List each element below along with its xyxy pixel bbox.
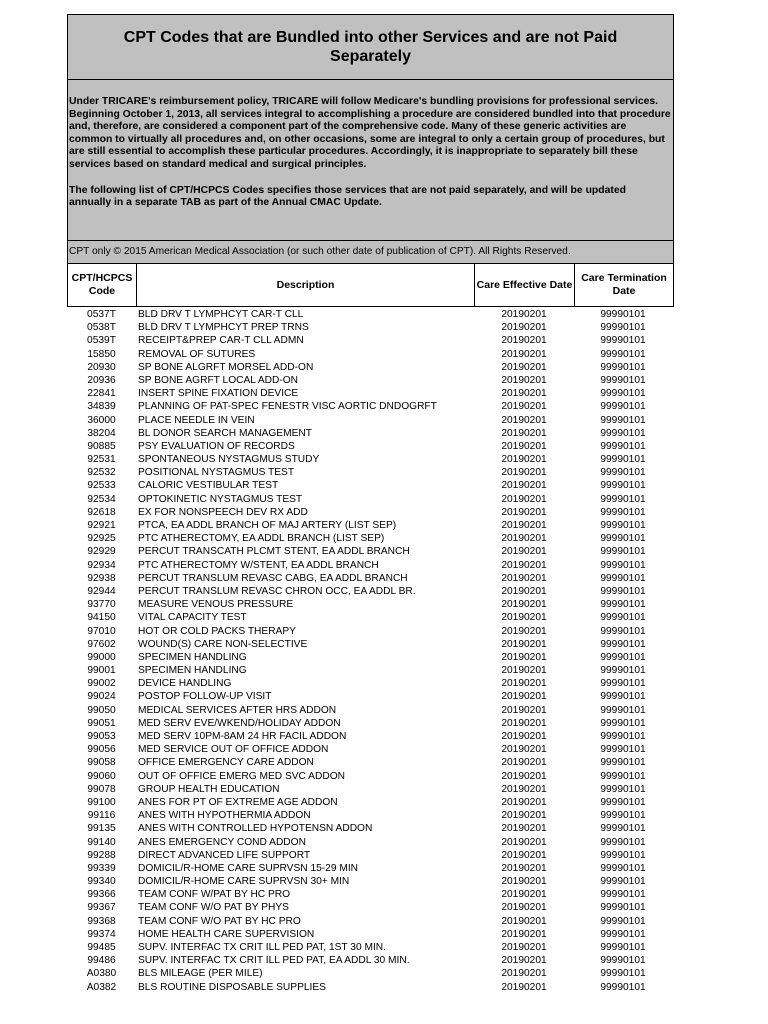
code-cell: 99340 [87,876,116,888]
description-cell: OUT OF OFFICE EMERG MED SVC ADDON [138,770,345,782]
effective-date-cell: 20190201 [501,731,547,742]
table-row [67,321,674,334]
description-cell: BLS MILEAGE (PER MILE) [138,968,263,980]
termination-date-cell: 99990101 [600,361,646,373]
table-row [67,479,674,492]
effective-date-cell: 20190201 [501,704,547,716]
effective-date-cell: 20190201 [501,942,547,953]
termination-date-cell: 99990101 [600,678,646,690]
table-row [67,770,674,783]
policy-paragraph: Under TRICARE's reimbursement policy, TRICARE will follow Medicare's bundling provisions for professional services. Beginning October 1, 2013, all services integral to accomplishing a procedure are considered bundled into that procedure and, therefore, are considered a component part of the comprehensive code. Many of these generic activities are common to virtually all procedures and, on other occasions, some are integral to only a certain group of procedures, but are still essential to accomplish these particular procedures. Accordingly, it is inappropriate to separately bill these services based on standard medical and surgical principles. [69,96,671,170]
description-cell: REMOVAL OF SUTURES [138,348,256,360]
code-cell: 99368 [87,915,116,927]
code-cell: 92944 [87,585,116,597]
table-body [67,307,674,994]
effective-date-cell: 20190201 [501,744,547,756]
description-cell: TEAM CONF W/O PAT BY PHYS [138,902,289,914]
effective-date-cell: 20190201 [501,823,547,835]
effective-date-cell: 20190201 [501,493,547,505]
termination-date-cell: 99990101 [600,796,646,808]
table-row [67,400,674,413]
effective-date-cell: 20190201 [501,981,547,993]
effective-date-cell: 20190201 [501,796,547,808]
code-cell: A0382 [86,981,117,993]
description-cell: GROUP HEALTH EDUCATION [138,783,280,795]
effective-date-cell: 20190201 [501,876,547,888]
table-row [67,717,674,730]
table-header [67,264,674,307]
header-effective-date: Care Effective Date [475,264,575,306]
termination-date-cell: 99990101 [600,506,646,518]
description-cell: ANES EMERGENCY COND ADDON [138,836,306,848]
code-cell: 99140 [87,836,116,848]
termination-date-cell: 99990101 [600,322,646,334]
termination-date-cell: 99990101 [600,744,646,756]
description-cell: WOUND(S) CARE NON-SELECTIVE [138,638,308,650]
effective-date-cell: 20190201 [501,599,547,611]
effective-date-cell: 20190201 [501,915,547,927]
effective-date-cell: 20190201 [501,955,547,967]
description-cell: OPTOKINETIC NYSTAGMUS TEST [138,493,303,505]
effective-date-cell: 20190201 [501,467,547,479]
table-row [67,348,674,361]
code-cell: 99366 [87,889,116,901]
description-cell: ANES WITH HYPOTHERMIA ADDON [138,810,311,822]
table-row [67,625,674,638]
termination-date-cell: 99990101 [600,638,646,650]
termination-date-cell: 99990101 [600,599,646,611]
termination-date-cell: 99990101 [600,467,646,479]
description-cell: ANES WITH CONTROLLED HYPOTENSN ADDON [138,823,373,835]
effective-date-cell: 20190201 [501,691,547,703]
code-cell: 99058 [87,757,116,769]
description-cell: MED SERV EVE/WKEND/HOLIDAY ADDON [138,717,341,729]
effective-date-cell: 20190201 [501,335,547,347]
table-row [67,809,674,822]
effective-date-cell: 20190201 [501,849,547,861]
code-cell: 92921 [87,520,116,531]
effective-date-cell: 20190201 [501,757,547,769]
description-cell: EX FOR NONSPEECH DEV RX ADD [138,506,308,518]
table-row [67,598,674,611]
code-cell: 20936 [87,374,116,386]
table-row [67,743,674,756]
effective-date-cell: 20190201 [501,783,547,795]
termination-date-cell: 99990101 [600,691,646,703]
code-cell: 99001 [87,665,116,677]
termination-date-cell: 99990101 [600,942,646,953]
code-cell: 94150 [87,612,116,624]
table-row [67,559,674,572]
description-cell: SP BONE AGRFT LOCAL ADD-ON [138,374,299,386]
code-cell: 92925 [87,533,116,545]
description-cell: PTCA, EA ADDL BRANCH OF MAJ ARTERY (LIST SEP) [138,520,397,531]
table-row [67,387,674,400]
description-cell: PERCUT TRANSCATH PLCMT STENT, EA ADDL BRANCH [138,546,410,558]
code-cell: 99078 [87,783,116,795]
effective-date-cell: 20190201 [501,625,547,637]
code-cell: 92938 [87,572,116,584]
table-row [67,664,674,677]
code-cell: 34839 [87,401,116,413]
header-description: Description [137,264,475,306]
effective-date-cell: 20190201 [501,374,547,386]
description-cell: BLS ROUTINE DISPOSABLE SUPPLIES [138,981,326,993]
effective-date-cell: 20190201 [501,836,547,848]
table-row [67,901,674,914]
code-cell: 99339 [87,862,116,874]
code-cell: 92534 [87,493,116,505]
code-cell: 93770 [87,599,116,611]
termination-date-cell: 99990101 [600,454,646,466]
code-cell: 99024 [87,691,116,703]
table-row [67,981,674,994]
effective-date-cell: 20190201 [501,585,547,597]
effective-date-cell: 20190201 [501,348,547,360]
description-cell: DOMICIL/R-HOME CARE SUPRVSN 30+ MIN [138,876,350,888]
termination-date-cell: 99990101 [600,849,646,861]
termination-date-cell: 99990101 [600,572,646,584]
document-sheet [67,14,674,994]
termination-date-cell: 99990101 [600,335,646,347]
termination-date-cell: 99990101 [600,757,646,769]
effective-date-cell: 20190201 [501,902,547,914]
termination-date-cell: 99990101 [600,823,646,835]
termination-date-cell: 99990101 [600,401,646,413]
termination-date-cell: 99990101 [600,388,646,400]
table-row [67,361,674,374]
description-cell: POSITIONAL NYSTAGMUS TEST [138,467,295,479]
termination-date-cell: 99990101 [600,559,646,571]
description-cell: HOME HEALTH CARE SUPERVISION [138,928,315,940]
effective-date-cell: 20190201 [501,770,547,782]
effective-date-cell: 20190201 [501,638,547,650]
header-termination-date: Care Termination Date [581,272,667,297]
effective-date-cell: 20190201 [501,862,547,874]
table-row [67,875,674,888]
description-cell: BLD DRV T LYMPHCYT PREP TRNS [138,322,309,334]
table-row [67,611,674,624]
code-cell: 99485 [87,942,116,953]
description-cell: RECEIPT&PREP CAR-T CLL ADMN [138,335,304,347]
code-cell: 99116 [87,810,116,822]
code-cell: 99367 [87,902,116,914]
termination-date-cell: 99990101 [600,520,646,531]
policy-notice [67,80,674,241]
table-row [67,585,674,598]
termination-date-cell: 99990101 [600,651,646,663]
code-cell: 92934 [87,559,116,571]
code-cell: 99135 [87,823,116,835]
code-cell: 99486 [87,955,116,967]
table-row [67,519,674,532]
description-cell: TEAM CONF W/PAT BY HC PRO [138,889,291,901]
termination-date-cell: 99990101 [600,585,646,597]
description-cell: MED SERV 10PM-8AM 24 HR FACIL ADDON [138,731,347,742]
effective-date-cell: 20190201 [501,361,547,373]
code-cell: 99288 [87,849,116,861]
effective-date-cell: 20190201 [501,454,547,466]
description-cell: PTC ATHERECTOMY W/STENT, EA ADDL BRANCH [138,559,379,571]
effective-date-cell: 20190201 [501,559,547,571]
termination-date-cell: 99990101 [600,665,646,677]
description-cell: BLD DRV T LYMPHCYT CAR-T CLL [138,309,304,320]
code-cell: 99050 [87,704,116,716]
table-row [67,308,674,321]
termination-date-cell: 99990101 [600,915,646,927]
code-cell: 92533 [87,480,116,492]
code-cell: A0380 [86,968,117,980]
description-cell: TEAM CONF W/O PAT BY HC PRO [138,915,301,927]
termination-date-cell: 99990101 [600,836,646,848]
description-cell: SUPV. INTERFAC TX CRIT ILL PED PAT, 1ST 30 MIN. [138,942,386,953]
header-code: CPT/HCPCS Code [68,264,137,306]
table-row [67,756,674,769]
table-row [67,532,674,545]
description-cell: SP BONE ALGRFT MORSEL ADD-ON [138,361,314,373]
table-row [67,690,674,703]
description-cell: CALORIC VESTIBULAR TEST [138,480,279,492]
code-cell: 99374 [87,928,116,940]
termination-date-cell: 99990101 [600,414,646,426]
description-cell: SPECIMEN HANDLING [138,665,247,677]
code-cell: 99056 [87,744,116,756]
effective-date-cell: 20190201 [501,810,547,822]
effective-date-cell: 20190201 [501,546,547,558]
effective-date-cell: 20190201 [501,401,547,413]
termination-date-cell: 99990101 [600,955,646,967]
termination-date-cell: 99990101 [600,968,646,980]
table-row [67,506,674,519]
code-cell: 0537T [87,309,116,320]
code-cell: 99051 [87,717,116,729]
code-cell: 92531 [87,454,116,466]
code-cell: 92929 [87,546,116,558]
code-cell: 99060 [87,770,116,782]
description-cell: DIRECT ADVANCED LIFE SUPPORT [138,849,311,861]
termination-date-cell: 99990101 [600,546,646,558]
copyright-notice: CPT only © 2015 American Medical Association (or such other date of publication of CPT). All Rights Reserved. [67,241,674,264]
code-cell: 92532 [87,467,116,479]
table-row [67,453,674,466]
termination-date-cell: 99990101 [600,783,646,795]
termination-date-cell: 99990101 [600,427,646,439]
code-cell: 90885 [87,440,116,452]
effective-date-cell: 20190201 [501,572,547,584]
effective-date-cell: 20190201 [501,520,547,531]
description-cell: MEDICAL SERVICES AFTER HRS ADDON [138,704,337,716]
table-row [67,862,674,875]
description-cell: DEVICE HANDLING [138,678,232,690]
description-cell: DOMICIL/R-HOME CARE SUPRVSN 15-29 MIN [138,862,359,874]
table-row [67,836,674,849]
table-row [67,915,674,928]
code-cell: 99000 [87,651,116,663]
effective-date-cell: 20190201 [501,968,547,980]
effective-date-cell: 20190201 [501,414,547,426]
termination-date-cell: 99990101 [600,928,646,940]
effective-date-cell: 20190201 [501,612,547,624]
description-cell: VITAL CAPACITY TEST [138,612,247,624]
code-cell: 20930 [87,361,116,373]
table-row [67,440,674,453]
code-cell: 38204 [87,427,116,439]
description-cell: ANES FOR PT OF EXTREME AGE ADDON [138,796,338,808]
effective-date-cell: 20190201 [501,506,547,518]
termination-date-cell: 99990101 [600,374,646,386]
effective-date-cell: 20190201 [501,322,547,334]
effective-date-cell: 20190201 [501,889,547,901]
table-row [67,493,674,506]
effective-date-cell: 20190201 [501,440,547,452]
effective-date-cell: 20190201 [501,928,547,940]
termination-date-cell: 99990101 [600,717,646,729]
code-cell: 99100 [87,796,116,808]
table-row [67,888,674,901]
table-row [67,374,674,387]
table-row [67,427,674,440]
table-row [67,466,674,479]
termination-date-cell: 99990101 [600,625,646,637]
code-cell: 97602 [87,638,116,650]
effective-date-cell: 20190201 [501,678,547,690]
code-cell: 15850 [87,348,116,360]
termination-date-cell: 99990101 [600,770,646,782]
table-row [67,572,674,585]
table-row [67,638,674,651]
code-cell: 36000 [87,414,116,426]
code-cell: 0538T [87,322,116,334]
description-cell: POSTOP FOLLOW-UP VISIT [138,691,272,703]
effective-date-cell: 20190201 [501,717,547,729]
table-row [67,651,674,664]
table-row [67,928,674,941]
table-row [67,822,674,835]
description-cell: PERCUT TRANSLUM REVASC CHRON OCC, EA ADDL BR. [138,585,416,597]
table-row [67,704,674,717]
effective-date-cell: 20190201 [501,427,547,439]
description-cell: PSY EVALUATION OF RECORDS [138,440,295,452]
termination-date-cell: 99990101 [600,731,646,742]
code-cell: 99002 [87,678,116,690]
termination-date-cell: 99990101 [600,612,646,624]
effective-date-cell: 20190201 [501,388,547,400]
table-row [67,334,674,347]
table-row [67,730,674,743]
table-row [67,545,674,558]
termination-date-cell: 99990101 [600,876,646,888]
table-row [67,677,674,690]
effective-date-cell: 20190201 [501,665,547,677]
description-cell: BL DONOR SEARCH MANAGEMENT [138,427,312,439]
termination-date-cell: 99990101 [600,493,646,505]
effective-date-cell: 20190201 [501,651,547,663]
termination-date-cell: 99990101 [600,533,646,545]
code-cell: 0539T [87,335,116,347]
termination-date-cell: 99990101 [600,348,646,360]
termination-date-cell: 99990101 [600,480,646,492]
table-row [67,849,674,862]
description-cell: MEASURE VENOUS PRESSURE [138,599,294,611]
effective-date-cell: 20190201 [501,533,547,545]
code-cell: 99053 [87,731,116,742]
termination-date-cell: 99990101 [600,704,646,716]
termination-date-cell: 99990101 [600,309,646,320]
table-row [67,796,674,809]
termination-date-cell: 99990101 [600,810,646,822]
termination-date-cell: 99990101 [600,862,646,874]
termination-date-cell: 99990101 [600,981,646,993]
description-cell: SUPV. INTERFAC TX CRIT ILL PED PAT, EA ADDL 30 MIN. [138,955,410,967]
description-cell: PLACE NEEDLE IN VEIN [138,414,255,426]
effective-date-cell: 20190201 [501,480,547,492]
description-cell: SPONTANEOUS NYSTAGMUS STUDY [138,454,320,466]
description-cell: PLANNING OF PAT-SPEC FENESTR VISC AORTIC DNDOGRFT [138,401,437,413]
termination-date-cell: 99990101 [600,902,646,914]
description-cell: MED SERVICE OUT OF OFFICE ADDON [138,744,329,756]
policy-paragraph: The following list of CPT/HCPCS Codes specifies those services that are not paid separately, and will be updated annually in a separate TAB as part of the Annual CMAC Update. [69,184,626,209]
code-cell: 97010 [87,625,116,637]
code-cell: 92618 [87,506,116,518]
termination-date-cell: 99990101 [600,440,646,452]
description-cell: PTC ATHERECTOMY, EA ADDL BRANCH (LIST SEP) [138,533,385,545]
table-row [67,414,674,427]
effective-date-cell: 20190201 [501,309,547,320]
description-cell: HOT OR COLD PACKS THERAPY [138,625,296,637]
document-title: CPT Codes that are Bundled into other Services and are not Paid Separately [67,14,674,80]
table-row [67,941,674,954]
table-row [67,783,674,796]
description-cell: INSERT SPINE FIXATION DEVICE [138,388,299,400]
description-cell: PERCUT TRANSLUM REVASC CABG, EA ADDL BRANCH [138,572,408,584]
termination-date-cell: 99990101 [600,889,646,901]
description-cell: SPECIMEN HANDLING [138,651,247,663]
code-cell: 22841 [87,388,116,400]
table-row [67,967,674,980]
description-cell: OFFICE EMERGENCY CARE ADDON [138,757,314,769]
table-row [67,954,674,967]
